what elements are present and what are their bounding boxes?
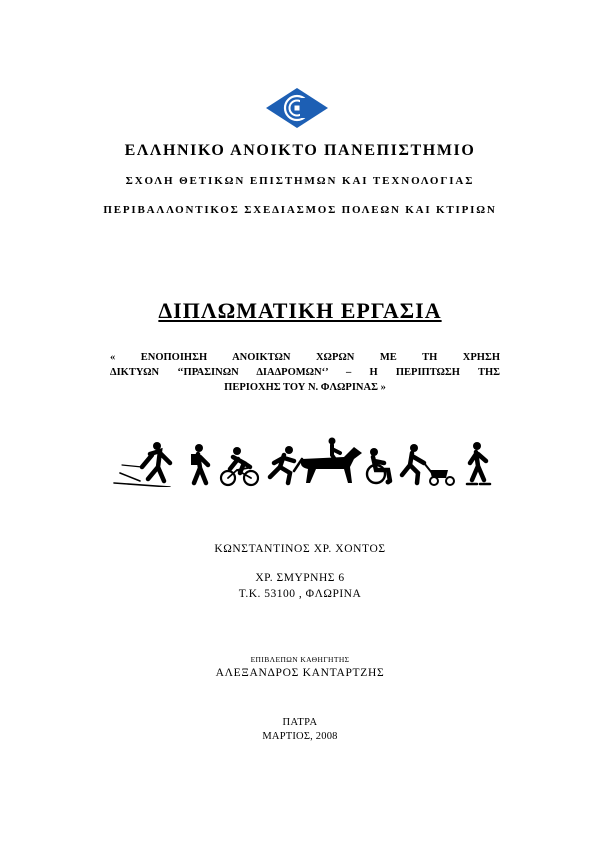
- hiker-icon: [191, 444, 208, 483]
- thesis-subtitle: [110, 350, 500, 395]
- place: ΠΑΤΡΑ: [282, 717, 318, 728]
- document-title: ΔΙΠΛΩΜΑΤΙΚΗ ΕΡΓΑΣΙΑ: [158, 298, 442, 323]
- supervisor-label: ΕΠΙΒΛΕΠΩΝ ΚΑΘΗΓΗΤΗΣ: [250, 655, 350, 664]
- subtitle-line-3: ΠΕΡΙΟΧΗΣ ΤΟΥ Ν. ΦΛΩΡΙΝΑΣ »: [224, 382, 386, 393]
- subtitle-line-1: « ΕΝΟΠΟΙΗΣΗ ΑΝΟΙΚΤΩΝ ΧΩΡΩΝ ΜΕ ΤΗ ΧΡΗΣΗ: [110, 352, 500, 363]
- school-name: ΣΧΟΛΗ ΘΕΤΙΚΩΝ ΕΠΙΣΤΗΜΩΝ ΚΑΙ ΤΕΧΝΟΛΟΓΙΑΣ: [125, 175, 475, 187]
- trail-users-silhouettes-icon: [112, 437, 492, 487]
- author-name: ΚΩΝΣΤΑΝΤΙΝΟΣ ΧΡ. ΧΟΝΤΟΣ: [214, 543, 386, 555]
- horse-rider-icon: [294, 438, 362, 484]
- wheelchair-user-icon: [367, 448, 391, 485]
- inline-skater-icon: [467, 442, 490, 484]
- runner-icon: [270, 446, 294, 483]
- address-postal: Τ.Κ. 53100 , ΦΛΩΡΙΝΑ: [238, 588, 362, 600]
- university-logo-icon: [266, 88, 328, 128]
- date: ΜΑΡΤΙΟΣ, 2008: [262, 731, 338, 742]
- address-street: ΧΡ. ΣΜΥΡΝΗΣ 6: [255, 572, 345, 584]
- supervisor-name: ΑΛΕΞΑΝΔΡΟΣ ΚΑΝΤΑΡΤΖΗΣ: [215, 667, 385, 679]
- stroller-runner-icon: [402, 444, 454, 485]
- university-name: ΕΛΛΗΝΙΚΟ ΑΝΟΙΚΤΟ ΠΑΝΕΠΙΣΤΗΜΙΟ: [124, 142, 476, 159]
- cyclist-icon: [221, 447, 258, 485]
- subtitle-line-2: ΔΙΚΤΥΩΝ ‘‘ΠΡΑΣΙΝΩΝ ΔΙΑΔΡΟΜΩΝ‘’ – Η ΠΕΡΙΠΤΩΣΗ ΤΗΣ: [110, 367, 500, 378]
- skier-icon: [114, 442, 170, 487]
- program-name: ΠΕΡΙΒΑΛΛΟΝΤΙΚΟΣ ΣΧΕΔΙΑΣΜΟΣ ΠΟΛΕΩΝ ΚΑΙ ΚΤΙΡΙΩΝ: [103, 204, 497, 216]
